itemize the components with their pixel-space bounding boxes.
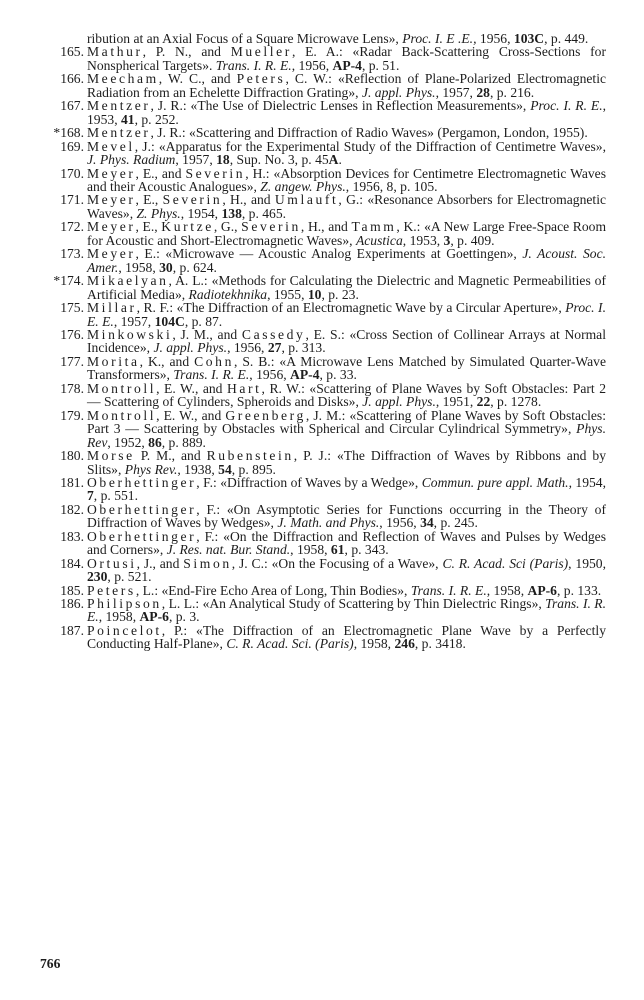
author-name: Mikaelyan <box>87 273 169 289</box>
journal-title: J. appl. Phys. <box>361 84 436 100</box>
reference-number: 175. <box>60 300 84 316</box>
reference-segment: , p. 3418. <box>414 636 466 652</box>
volume-number: AP-4 <box>332 57 362 73</box>
reference-number: 185. <box>60 582 84 598</box>
volume-number: AP-6 <box>139 609 169 625</box>
reference-entry <box>50 503 606 530</box>
reference-segment: , H.: «Absorption Devices for Centimetre Electromagnetic Waves and their Acoustic Analogues», <box>87 165 606 194</box>
author-name: Poincelot <box>87 622 162 638</box>
author-name: Oberhettinger <box>87 474 197 490</box>
volume-number: 30 <box>159 259 173 275</box>
journal-title: Trans. I. R. E. <box>87 596 606 625</box>
reference-text <box>87 247 606 274</box>
volume-number: 138 <box>221 205 242 221</box>
reference-segment: , G.: «Resonance Absorbers for Electromagnetic Waves», <box>87 192 607 221</box>
volume-number: 41 <box>120 111 135 127</box>
reference-segment: , J. M.: «Scattering of Plane Waves by Soft Obstacles: Part 3 — Scattering by Obstacles with Spherical and Circular Cylindrical Symmetry», <box>87 407 606 437</box>
reference-number: 167. <box>60 98 84 114</box>
reference-segment: , J. R.: «The Use of Dielectric Lenses in Reflection Measurements», <box>150 98 531 114</box>
reference-entry <box>50 301 606 328</box>
reference-number: 177. <box>60 353 84 369</box>
author-name: Peters <box>236 71 286 87</box>
volume-number: 28 <box>476 84 490 100</box>
journal-title: J. Res. nat. Bur. Stand. <box>166 542 291 558</box>
reference-segment: , K., and <box>139 353 195 369</box>
journal-title: J. appl. Phys. <box>362 394 436 410</box>
author-name: Mentzer <box>87 98 151 114</box>
volume-number: 104C <box>154 313 185 329</box>
reference-segment: , 1951, <box>435 394 477 410</box>
reference-text <box>87 274 606 301</box>
reference-segment: , 1953, <box>402 232 444 248</box>
journal-title: Radiotekhnika <box>188 286 268 302</box>
author-name: Meyer <box>87 246 136 262</box>
reference-text <box>87 476 606 503</box>
page-number: 766 <box>40 956 61 971</box>
continued-page: , p. 449. <box>544 31 589 46</box>
volume-number: 54 <box>218 461 232 477</box>
reference-segment: , 1938, <box>177 461 219 477</box>
journal-title: C. R. Acad. Sci (Paris) <box>442 555 569 571</box>
reference-segment: , J. M., and <box>172 326 242 342</box>
reference-text <box>87 503 606 530</box>
reference-segment: , p. 343. <box>344 542 389 558</box>
reference-entry <box>50 220 606 247</box>
reference-text <box>87 301 606 328</box>
reference-segment: , E. W., and <box>156 407 226 423</box>
reference-segment: , p. 87. <box>184 313 223 329</box>
continued-volume: 103C <box>513 31 545 46</box>
reference-segment: , p. 895. <box>231 461 276 477</box>
author-name: Meyer <box>87 219 136 235</box>
author-name: Meecham <box>87 71 159 87</box>
journal-title: J. Phys. Radium <box>87 152 176 168</box>
reference-entry <box>50 449 606 476</box>
author-name: Montroll <box>87 407 157 423</box>
reference-segment: , F.: «On the Diffraction and Reflection of Waves and Pulses by Wedges and Corners», <box>87 528 606 558</box>
reference-segment: , p. 521. <box>107 569 152 585</box>
reference-segment: , E. A.: «Radar Back-Scattering Cross-Sections for Nonspherical Targets». <box>87 44 606 73</box>
author-name: Umlauft <box>274 192 339 208</box>
reference-segment: , P.: «The Diffraction of an Electromagnetic Plane Wave by a Perfectly Conducting Half-Plane», <box>87 622 606 652</box>
author-name: Severin <box>241 219 301 235</box>
reference-entry <box>50 409 606 449</box>
reference-segment: , 1956, <box>249 367 291 383</box>
reference-segment: , p. 133. <box>556 582 602 598</box>
author-name: Meyer <box>87 192 136 208</box>
reference-segment: , J., and <box>136 555 184 571</box>
reference-number: 169. <box>60 138 84 154</box>
reference-segment: , p. 551. <box>93 488 138 504</box>
reference-segment: , 1958, <box>486 582 528 598</box>
reference-segment: , 1954, <box>180 205 222 221</box>
reference-text <box>87 99 606 126</box>
reference-entry <box>50 557 606 584</box>
reference-entry <box>50 382 606 409</box>
volume-number: 34 <box>420 515 434 531</box>
reference-segment: , R. F.: «The Diffraction of an Electromagnetic Wave by a Circular Aperture», <box>136 300 566 316</box>
volume-number: 246 <box>394 636 415 652</box>
volume-number: 10 <box>307 286 322 302</box>
reference-segment: , p. 1278. <box>490 394 542 410</box>
reference-number: 166. <box>60 71 84 87</box>
reference-segment: , 1956, <box>227 340 268 356</box>
author-name: Millar <box>87 300 137 316</box>
continued-journal: Proc. I. E .E., <box>402 31 477 46</box>
journal-title: Trans. I. R. E. <box>410 582 487 598</box>
journal-title: Acustica <box>355 232 403 248</box>
continued-entry <box>50 32 606 45</box>
author-name: Morita <box>87 353 140 369</box>
continued-year: 1956, <box>479 31 511 46</box>
bibliography-page <box>50 32 606 651</box>
reference-entry <box>50 476 606 503</box>
journal-title: Phys. Rev <box>87 421 606 450</box>
author-name: Tamm <box>351 219 397 235</box>
reference-text <box>87 140 606 167</box>
reference-text <box>87 220 606 247</box>
reference-segment: , p. 245. <box>433 515 478 531</box>
reference-segment: , J. C.: «On the Focusing of a Wave», <box>231 555 443 571</box>
reference-list <box>50 45 606 650</box>
reference-number: 172. <box>60 219 84 235</box>
reference-segment: , E., <box>135 219 162 235</box>
reference-text <box>87 45 606 72</box>
reference-number: 171. <box>60 192 84 208</box>
reference-segment: , 1957, <box>113 313 155 329</box>
reference-number: 181. <box>60 474 84 490</box>
author-name: Oberhettinger <box>87 501 197 517</box>
reference-segment: , 1950, <box>568 555 606 571</box>
reference-segment: , p. 889. <box>161 434 206 450</box>
reference-segment: , L.: «End-Fire Echo Area of Long, Thin Bodies», <box>135 582 411 598</box>
journal-title: Z. angew. Phys. <box>260 178 346 194</box>
reference-segment: , 1956, <box>291 57 333 73</box>
reference-text <box>87 557 606 584</box>
author-name: Montroll <box>87 380 157 396</box>
reference-number: 184. <box>60 555 84 571</box>
reference-entry <box>50 597 606 624</box>
author-name: Peters <box>87 582 136 598</box>
reference-entry <box>50 584 606 597</box>
reference-segment: , p. 252. <box>134 111 179 127</box>
reference-text <box>87 530 606 557</box>
reference-entry <box>50 193 606 220</box>
reference-segment: , 1956, 8, p. 105. <box>345 178 438 194</box>
reference-segment: , 1956, <box>379 515 421 531</box>
author-name: Hart <box>226 380 262 396</box>
reference-number: 176. <box>60 326 84 342</box>
reference-segment: , E.: «Microwave — Acoustic Analog Experiments at Goettingen», <box>135 246 523 262</box>
reference-segment: , 1957, <box>175 152 217 168</box>
reference-entry <box>50 167 606 194</box>
author-name: Simon <box>183 555 232 571</box>
reference-text <box>87 328 606 355</box>
reference-segment: , Sup. No. 3, p. 45 <box>229 152 329 168</box>
reference-segment: , J.: «Apparatus for the Experimental Study of the Diffraction of Centimetre Waves», <box>134 138 606 154</box>
journal-title: J. Acoust. Soc. Amer. <box>87 246 607 275</box>
reference-entry <box>50 328 606 355</box>
reference-number: 179. <box>60 407 84 423</box>
reference-text <box>87 167 606 194</box>
author-name: Severin <box>162 192 223 208</box>
continued-text: ribution at an Axial Focus of a Square Microwave Lens», <box>87 31 399 46</box>
reference-segment: , 1954, <box>568 474 606 490</box>
reference-segment: , p. 23. <box>321 286 359 302</box>
volume-number: AP-6 <box>527 582 557 598</box>
journal-title: Z. Phys. <box>136 205 181 221</box>
reference-segment: , p. 624. <box>172 259 217 275</box>
volume-number: 22 <box>476 394 491 410</box>
reference-segment: , H., and <box>222 192 275 208</box>
author-name: Philipson <box>87 596 162 612</box>
volume-number: 27 <box>267 340 282 356</box>
author-name: Rubenstein <box>206 448 294 464</box>
reference-text <box>87 355 606 382</box>
author-name: Severin <box>185 165 246 181</box>
reference-number: 170. <box>60 165 84 181</box>
reference-segment: , 1952, <box>107 434 149 450</box>
reference-segment: , 1955, <box>267 286 308 302</box>
reference-segment: P. M., and <box>134 448 207 464</box>
reference-segment: , 1958, <box>353 636 395 652</box>
journal-title: C. R. Acad. Sci. (Paris) <box>226 636 354 652</box>
reference-number: *168. <box>53 125 84 141</box>
reference-segment: , 1958, <box>98 609 140 625</box>
reference-segment: , E., and <box>135 165 186 181</box>
author-name: Kurtze <box>161 219 214 235</box>
author-name: Mevel <box>87 138 135 154</box>
volume-number: 86 <box>148 434 162 450</box>
reference-entry <box>50 530 606 557</box>
reference-segment: , 1958, <box>118 259 160 275</box>
author-name: Meyer <box>87 165 136 181</box>
journal-title: Proc. I. R. E. <box>530 98 603 114</box>
reference-number: *174. <box>53 273 84 289</box>
reference-entry <box>50 274 606 301</box>
reference-segment: , W. C., and <box>158 71 237 87</box>
author-name: Mentzer <box>87 125 151 141</box>
reference-text <box>87 126 606 139</box>
reference-segment: , p. 313. <box>281 340 326 356</box>
reference-number: 182. <box>60 501 84 517</box>
author-name: Greenberg <box>225 407 306 423</box>
reference-segment: , J. R.: «Scattering and Diffraction of Radio Waves» (Pergamon, London, 1955). <box>150 125 588 141</box>
journal-title: J. Math. and Phys. <box>277 515 380 531</box>
reference-segment: , K.: «A New Large Free-Space Room for Acoustic and Short-Electromagnetic Waves», <box>87 219 607 248</box>
reference-segment: , 1957, <box>435 84 477 100</box>
volume-number: AP-4 <box>290 367 320 383</box>
author-name: Morse <box>87 448 135 464</box>
reference-segment: , p. 409. <box>450 232 495 248</box>
reference-text <box>87 449 606 476</box>
reference-entry <box>50 72 606 99</box>
reference-number: 180. <box>60 448 84 464</box>
reference-segment: , p. 33. <box>319 367 357 383</box>
journal-title: Proc. I. E. E. <box>87 300 606 329</box>
volume-number: A <box>328 152 339 168</box>
author-name: Cassedy <box>241 326 306 342</box>
reference-segment: , A. L.: «Methods for Calculating the Dielectric and Magnetic Permeabilities of Artificial Media», <box>87 273 606 302</box>
reference-segment: , E. W., and <box>156 380 227 396</box>
reference-segment: , p. 465. <box>241 205 287 221</box>
reference-segment: , C. W.: «Reflection of Plane-Polarized Electromagnetic Radiation from an Echelette Diffraction Grating», <box>87 71 606 100</box>
reference-segment: , F.: «Diffraction of Waves by a Wedge», <box>196 474 422 490</box>
volume-number: 7 <box>87 488 94 504</box>
reference-number: 178. <box>60 380 84 396</box>
author-name: Mueller <box>230 44 292 60</box>
reference-segment: , p. 216. <box>489 84 535 100</box>
reference-entry <box>50 126 606 139</box>
reference-text <box>87 72 606 99</box>
author-name: Mathur <box>87 44 143 60</box>
reference-number: 173. <box>60 246 84 262</box>
reference-segment: . <box>338 152 342 168</box>
reference-segment: , 1953, <box>87 98 606 127</box>
reference-text <box>87 382 606 409</box>
reference-entry <box>50 247 606 274</box>
reference-text <box>87 584 606 597</box>
reference-number: 183. <box>60 528 84 544</box>
reference-segment: , E. S.: «Cross Section of Collinear Arrays at Normal Incidence», <box>87 326 606 356</box>
reference-entry <box>50 99 606 126</box>
reference-number: 165. <box>60 44 84 60</box>
journal-title: Trans. I. R. E. <box>173 367 250 383</box>
reference-segment: , P. N., and <box>142 44 231 60</box>
reference-entry <box>50 140 606 167</box>
reference-segment: , G., <box>213 219 242 235</box>
reference-segment: , R. W.: «Scattering of Plane Waves by Soft Obstacles: Part 2 — Scattering of Cylinders, Spheroids and Disks», <box>87 380 606 410</box>
reference-segment: , E., <box>135 192 163 208</box>
reference-segment: , F.: «On Asymptotic Series for Functions occurring in the Theory of Diffraction of Waves by Wedges», <box>87 501 606 531</box>
reference-text <box>87 624 606 651</box>
journal-title: J. appl. Phys. <box>153 340 228 356</box>
volume-number: 230 <box>87 569 108 585</box>
author-name: Ortusi <box>87 555 137 571</box>
reference-segment: , P. J.: «The Diffraction of Waves by Ribbons and by Slits», <box>87 448 606 477</box>
author-name: Cohn <box>194 353 234 369</box>
reference-segment: , 1958, <box>290 542 331 558</box>
reference-entry <box>50 624 606 651</box>
volume-number: 61 <box>330 542 345 558</box>
reference-text <box>87 409 606 449</box>
reference-segment: , p. 51. <box>361 57 400 73</box>
journal-title: Phys Rev. <box>124 461 178 477</box>
volume-number: 18 <box>216 152 230 168</box>
author-name: Oberhettinger <box>87 528 197 544</box>
reference-segment: , L. L.: «An Analytical Study of Scattering by Thin Dielectric Rings», <box>161 596 546 612</box>
journal-title: Trans. I. R. E. <box>215 57 292 73</box>
reference-text <box>87 597 606 624</box>
author-name: Minkowski <box>87 326 173 342</box>
reference-entry <box>50 355 606 382</box>
reference-segment: , p. 3. <box>168 609 200 625</box>
journal-title: Commun. pure appl. Math. <box>421 474 569 490</box>
reference-entry <box>50 45 606 72</box>
reference-text <box>87 193 606 220</box>
reference-number: 186. <box>60 596 84 612</box>
reference-number: 187. <box>60 622 84 638</box>
reference-segment: , S. B.: «A Microwave Lens Matched by Simulated Quarter-Wave Transformers», <box>87 353 606 383</box>
volume-number: 3 <box>443 232 451 248</box>
reference-segment: , H., and <box>300 219 352 235</box>
